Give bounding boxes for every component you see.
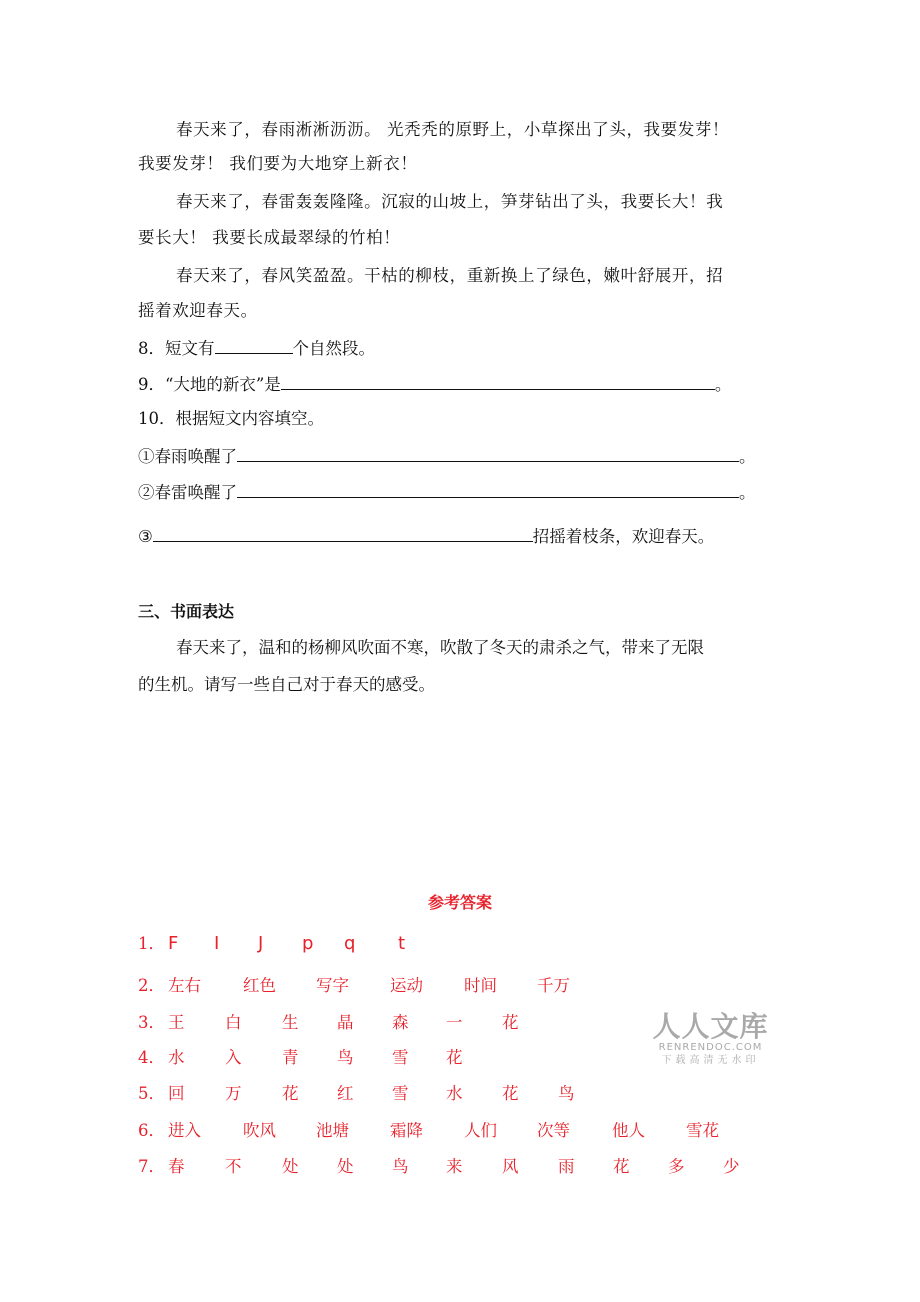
section-3-heading: 三、书面表达 (138, 602, 235, 621)
answer-item: 千万 (537, 976, 570, 995)
answer-item: 花 (613, 1157, 630, 1176)
answer-item: 处 (337, 1157, 354, 1176)
question-10-3-blank[interactable] (153, 525, 533, 542)
answer-item: 霜降 (390, 1121, 423, 1140)
answer-item: 万 (225, 1084, 242, 1103)
question-10-2-suffix: 。 (739, 483, 756, 502)
answer-item: 次等 (537, 1121, 570, 1140)
question-9-blank[interactable] (281, 373, 715, 390)
answer-item: 王 (168, 1013, 185, 1032)
answer-item: 来 (446, 1157, 463, 1176)
question-10-1-prefix: ①春雨唤醒了 (138, 447, 237, 466)
watermark-url: RENRENDOC.COM (658, 1042, 763, 1053)
answer-item: 花 (282, 1084, 299, 1103)
question-10-2 (138, 481, 756, 504)
answer-item: 鸟 (337, 1048, 354, 1067)
section-3-line1: 春天来了，温和的杨柳风吹面不寒，吹散了冬天的肃杀之气，带来了无限 (176, 638, 704, 657)
section-3-line2: 的生机。请写一些自己对于春天的感受。 (138, 675, 435, 694)
answer-item: 人们 (464, 1121, 497, 1140)
question-9-suffix: 。 (714, 375, 732, 394)
question-10-2-blank[interactable] (237, 481, 739, 498)
answer-item: 花 (502, 1013, 519, 1032)
answer-item: q (344, 933, 356, 954)
answer-item: 红色 (243, 976, 276, 995)
question-10-3 (138, 525, 714, 548)
question-10-2-prefix: ②春雷唤醒了 (138, 483, 237, 502)
passage-p3-line2: 摇着欢迎春天。 (138, 301, 258, 320)
answer-item: 写字 (316, 976, 349, 995)
answer-item: 青 (282, 1048, 299, 1067)
answer-item: p (302, 933, 314, 954)
answer-row (138, 1083, 778, 1107)
answer-number: 4． (138, 1048, 165, 1067)
answer-item: 雪 (392, 1084, 409, 1103)
answer-item: 少 (723, 1157, 740, 1176)
answer-item: 鸟 (392, 1157, 409, 1176)
answer-item: 红 (337, 1084, 354, 1103)
watermark-main: 人人文库 (652, 1010, 769, 1043)
answer-number: 5． (138, 1084, 165, 1103)
answer-item: t (398, 933, 406, 954)
answer-item: 多 (668, 1157, 685, 1176)
watermark-logo (648, 1012, 773, 1068)
watermark-sub: 下载高清无水印 (661, 1055, 760, 1066)
answer-row (138, 975, 778, 999)
question-10-1-suffix: 。 (739, 447, 756, 466)
passage-p1-line2: 我要发芽！ 我们要为大地穿上新衣！ (138, 154, 418, 173)
question-8-prefix: 8．短文有 (138, 339, 215, 358)
passage-p2-line2: 要长大！ 我要长成最翠绿的竹柏！ (138, 228, 401, 247)
answer-item: 运动 (390, 976, 423, 995)
answer-number: 3． (138, 1013, 165, 1032)
answer-row (138, 933, 778, 957)
answer-item: 雪 (392, 1048, 409, 1067)
question-10-1-blank[interactable] (237, 445, 739, 462)
answer-number: 7． (138, 1157, 165, 1176)
answer-number: 2． (138, 976, 165, 995)
answer-item: J (258, 933, 264, 954)
answer-title: 参考答案 (427, 893, 492, 912)
question-9 (138, 373, 731, 396)
answer-item: 一 (446, 1013, 463, 1032)
answer-item: 不 (225, 1157, 242, 1176)
answer-item: 水 (446, 1084, 463, 1103)
passage-p2-line1: 春天来了，春雷轰轰隆隆。沉寂的山坡上，笋芽钻出了头，我要长大！我 (176, 192, 724, 211)
answer-item: 花 (446, 1048, 463, 1067)
answer-number: 6． (138, 1121, 165, 1140)
answer-item: 处 (282, 1157, 299, 1176)
answer-row (138, 1120, 778, 1144)
answer-item: 晶 (337, 1013, 354, 1032)
answer-item: 时间 (464, 976, 497, 995)
passage-p1-line1: 春天来了，春雨淅淅沥沥。 光秃秃的原野上，小草探出了头，我要发芽！ (176, 120, 730, 139)
answer-item: 左右 (168, 976, 201, 995)
answer-item: 回 (168, 1084, 185, 1103)
answer-item: 花 (502, 1084, 519, 1103)
answer-row (138, 1156, 778, 1180)
question-8-blank[interactable] (215, 337, 293, 354)
answer-item: 雨 (558, 1157, 575, 1176)
answer-item: 雪花 (686, 1121, 719, 1140)
answer-item: 吹风 (243, 1121, 276, 1140)
answer-item: 水 (168, 1048, 185, 1067)
answer-item: I (214, 933, 220, 954)
question-10-3-suffix: 招摇着枝条，欢迎春天。 (532, 527, 715, 546)
answer-item: 池塘 (316, 1121, 349, 1140)
answer-item: 鸟 (558, 1084, 575, 1103)
question-9-prefix: 9．“大地的新衣”是 (138, 375, 281, 394)
answer-item: 风 (502, 1157, 519, 1176)
answer-item: 生 (282, 1013, 299, 1032)
question-8 (138, 337, 375, 360)
question-10-3-prefix: ③ (138, 527, 153, 546)
answer-number: 1． (138, 934, 165, 953)
question-10: 10．根据短文内容填空。 (138, 409, 324, 428)
answer-item: 进入 (168, 1121, 201, 1140)
question-8-suffix: 个自然段。 (292, 339, 375, 358)
answer-item: F (168, 933, 179, 954)
answer-item: 白 (225, 1013, 242, 1032)
question-10-1 (138, 445, 756, 468)
passage-p3-line1: 春天来了，春风笑盈盈。干枯的柳枝，重新换上了绿色，嫩叶舒展开，招 (176, 266, 724, 285)
answer-item: 他人 (612, 1121, 645, 1140)
answer-item: 森 (392, 1013, 409, 1032)
answer-item: 入 (225, 1048, 242, 1067)
answer-item: 春 (168, 1157, 185, 1176)
